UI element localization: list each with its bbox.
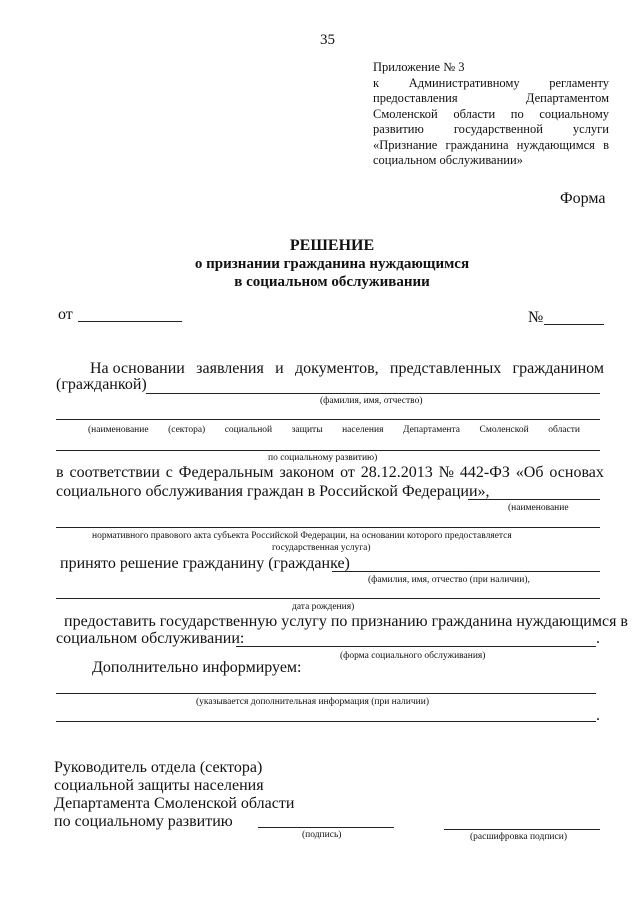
applicant-fio-field[interactable] — [146, 393, 600, 394]
word: На основании — [90, 360, 185, 377]
word: с — [165, 464, 173, 481]
appendix-line-7: социальном обслуживании» — [373, 153, 523, 167]
signatory-line-3: Департамента Смоленской области — [54, 795, 295, 812]
word: Административному — [408, 75, 520, 90]
word: услуги — [572, 122, 609, 136]
word: законом — [279, 464, 335, 481]
birth-date-field[interactable] — [56, 598, 600, 599]
word: защиты — [291, 425, 323, 435]
decision-line: принято решение гражданину (гражданке) — [60, 555, 350, 572]
service-form-field[interactable] — [236, 646, 596, 647]
word: к — [373, 75, 380, 90]
word: основах — [549, 464, 604, 481]
hint-name: (наименование — [508, 503, 569, 513]
act-name-field-1[interactable] — [468, 499, 600, 500]
document-subtitle-2: в социальном обслуживании — [234, 274, 430, 290]
word: «Об — [515, 464, 544, 481]
word: 28.12.2013 — [360, 464, 433, 481]
hint-sector — [88, 425, 580, 435]
signature-decode-field[interactable] — [444, 829, 600, 830]
word: соответствии — [69, 464, 160, 481]
hint-fio-2: (фамилия, имя, отчество (при наличии), — [368, 575, 530, 585]
hint-add: (указывается дополнительная информация (при наличии) — [196, 697, 429, 707]
act-name-field-2[interactable] — [56, 527, 600, 528]
word: Департамента — [402, 425, 460, 435]
word: социальной — [224, 425, 273, 435]
word: развитию — [373, 122, 424, 136]
word: гражданина — [445, 137, 509, 152]
word: населения — [342, 425, 384, 435]
word: (наименование — [88, 425, 149, 435]
additional-end: . — [596, 707, 600, 724]
word: в — [56, 464, 64, 481]
grant-line-1: предоставить государственную услугу по признанию гражданина нуждающимся в — [64, 613, 628, 630]
word: социальному — [539, 106, 609, 121]
word: области — [453, 106, 496, 121]
from-label: от — [58, 306, 73, 323]
sector-field-2[interactable] — [56, 450, 600, 451]
document-title: РЕШЕНИЕ — [289, 237, 375, 254]
page-number: 35 — [320, 32, 335, 48]
hint-fio: (фамилия, имя, отчество) — [320, 396, 423, 406]
word: представленных — [389, 360, 502, 377]
signatory-line-4: по социальному развитию — [54, 813, 233, 830]
law-line-1 — [56, 464, 604, 482]
appendix-block — [373, 60, 609, 169]
signatory-line-1: Руководитель отдела (сектора) — [54, 759, 263, 776]
additional-info-field-2[interactable] — [56, 721, 596, 722]
law-line-2: социального обслуживания граждан в Российской Федерации», — [56, 483, 490, 500]
word: от — [340, 464, 355, 481]
hint-act-1: нормативного правового акта субъекта Российской Федерации, на основании которого предоставляется — [92, 531, 512, 541]
word: Федеральным — [178, 464, 274, 481]
word: «Признание — [373, 137, 438, 152]
word: заявления — [196, 360, 264, 377]
word: гражданином — [512, 360, 604, 377]
hint-form: (форма социального обслуживания) — [340, 651, 486, 661]
sector-field-1[interactable] — [56, 419, 600, 420]
basis-line-1 — [90, 360, 604, 378]
appendix-line-2 — [373, 76, 609, 92]
appendix-line-3 — [373, 91, 609, 107]
word: нуждающимся — [516, 137, 595, 152]
citizen-fio-field[interactable] — [332, 571, 600, 572]
appendix-line-1: Приложение № 3 — [373, 60, 465, 74]
hint-sector-2: по социальному развитию) — [268, 453, 378, 463]
additional-info-field-1[interactable] — [56, 693, 596, 694]
basis-cont: (гражданкой) — [56, 376, 147, 393]
word: документов, — [295, 360, 379, 377]
word: области — [548, 425, 580, 435]
additional-info-label: Дополнительно информируем: — [92, 659, 302, 676]
appendix-line-6 — [373, 138, 609, 154]
word: Департаментом — [525, 91, 609, 105]
appendix-line-4 — [373, 107, 609, 123]
hint-decode: (расшифровка подписи) — [470, 832, 567, 842]
hint-act-2: государственная услуга) — [272, 543, 371, 553]
grant-end: . — [596, 630, 600, 647]
word: регламенту — [549, 75, 609, 90]
word: № — [438, 464, 454, 481]
word: Смоленской — [373, 106, 438, 121]
word: государственной — [453, 122, 543, 136]
signature-field[interactable] — [258, 827, 394, 828]
number-field[interactable] — [544, 324, 604, 325]
number-label: № — [528, 309, 544, 326]
form-label: Форма — [560, 190, 606, 207]
hint-sign: (подпись) — [302, 830, 342, 840]
word: 442-ФЗ — [459, 464, 510, 481]
word: в — [603, 137, 609, 152]
word: Смоленской — [479, 425, 529, 435]
word: по — [510, 106, 524, 121]
document-subtitle-1: о признании гражданина нуждающимся — [194, 256, 470, 272]
word: и — [275, 360, 284, 377]
word: предоставления — [373, 91, 458, 105]
grant-line-2: социальном обслуживании: — [56, 630, 245, 647]
appendix-line-5 — [373, 122, 609, 138]
signatory-line-2: социальной защиты населения — [54, 777, 264, 794]
date-field[interactable] — [78, 321, 182, 322]
hint-birth: дата рождения) — [292, 602, 355, 612]
word: (сектора) — [168, 425, 206, 435]
